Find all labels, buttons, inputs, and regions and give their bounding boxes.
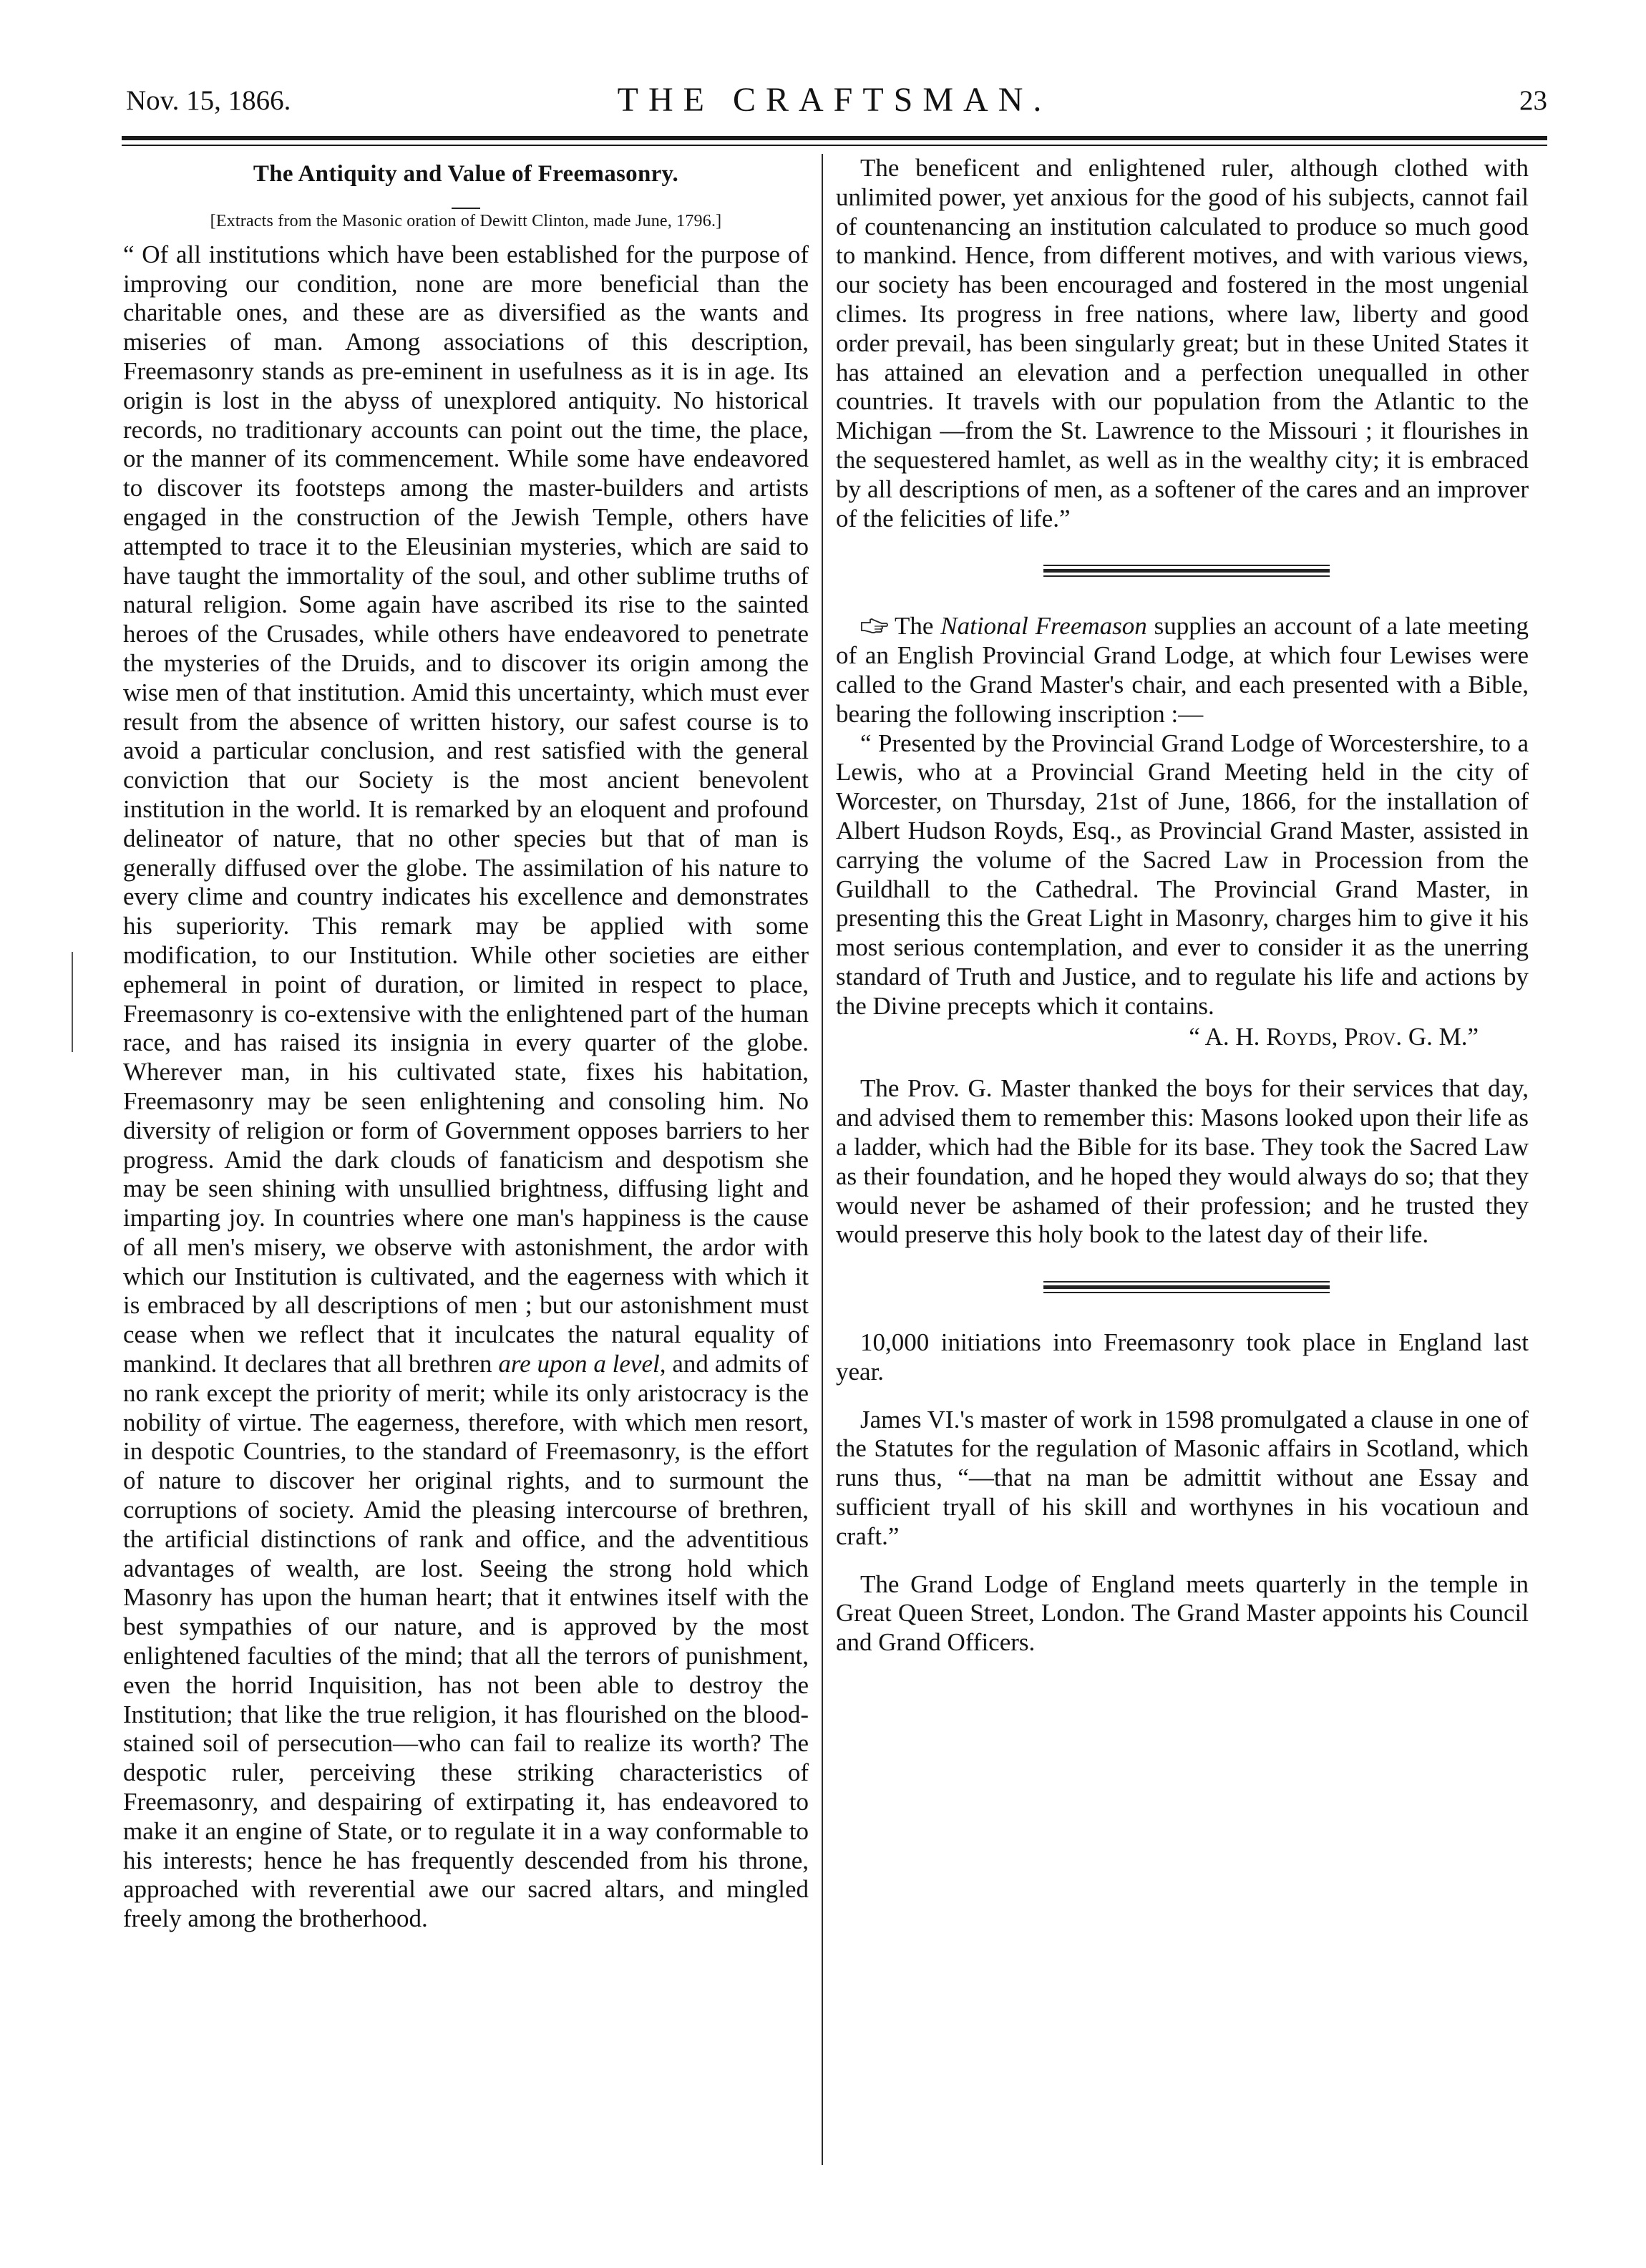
article-text: and admits of no rank except the priority of merit; while its only aristocracy is the nobility of virtue. The eagerness, therefore, with which men resort, in despotic Countries, to the standard of Freemasonry, is the effort of nature to discover her original rights, and to surmount the corruptions of society. Amid the pleasing intercourse of brethren, the artificial distinctions of rank and office, and the adventitious advantages of wealth, are lost. Seeing the strong hold which Masonry has upon the human heart; that it entwines itself with the best sympathies of our nature, and is approved by the most enlightened faculties of the mind; that all the terrors of punishment, even the horrid Inquisition, has not been able to destroy the Institution; that like the true religion, it has flourished on the blood-stained soil of persecution—who can fail to realize its worth? The despotic ruler, perceiving these striking characteristics of Freemasonry, and despairing of extirpating it, has endeavored to make it an engine of State, or to regulate it in a way conformable to his interests; hence he has frequently descended from his throne, approached with reverential awe our sacred altars, and mingled freely among the brotherhood. xyxy=(123,1350,809,1933)
margin-mark xyxy=(70,952,74,1052)
page-header xyxy=(122,77,1547,127)
publication-name: National Freemason xyxy=(940,612,1147,641)
section-separator xyxy=(836,533,1529,612)
article-paragraph: The beneficent and enlightened ruler, although clothed with unlimited power, yet anxious for the good of his subjects, cannot fail of countenancing an institution calculated to produce so much good to mankind. Hence, from different motives, and with various views, our society has been encouraged and fostered in the most ungenial climes. Its progress in free nations, where law, liberty and good order prevail, has been singularly great; but in these United States it has attained an elevation and a perfection unequalled in other countries. It travels with our population from the Atlantic to the Michigan —from the St. Lawrence to the Missouri ; it flourishes in the sequestered hamlet, as well as in the wealthy city; it is embraced by all descriptions of men, as a softener of the cares and an improver of the felicities of life.” xyxy=(836,154,1529,532)
note-grand-lodge: The Grand Lodge of England meets quarterly in the temple in Great Queen Street, London. The Grand Master appoints his Council and Grand Officers. xyxy=(836,1569,1529,1657)
section-separator xyxy=(836,1250,1529,1328)
publication-title: THE CRAFTSMAN. xyxy=(617,81,1052,119)
extract-note: [Extracts from the Masonic oration of Dewitt Clinton, made June, 1796.] xyxy=(210,211,722,230)
article-title: The Antiquity and Value of Freemasonry. xyxy=(253,161,679,187)
intro-prefix: The xyxy=(895,612,934,641)
italic-phrase: are upon a level, xyxy=(498,1350,666,1378)
intro-text: supplies an account of a late meeting of an English Provincial Grand Lodge, at which four Lewises were called to the Grand Master's chair, and each presented with a Bible, bearing the following inscription :— xyxy=(836,612,1529,728)
issue-date: Nov. 15, 1866. xyxy=(126,85,291,116)
header-rule-thick xyxy=(122,136,1547,140)
right-column xyxy=(836,154,1529,1658)
news-intro xyxy=(836,612,1529,729)
article-text: “ Of all institutions which have been established for the purpose of improving our condition, none are more beneficial than the charitable ones, and these are as diversified as the wants and miseries of man. Among associations of this description, Freemasonry stands as pre-eminent in usefulness as it is in age. Its origin is lost in the abyss of unexplored antiquity. No historical records, no traditionary accounts can point out the time, the place, or the manner of its commencement. While some have endeavored to discover its footsteps among the master-builders and artists engaged in the construction of the Jewish Temple, others have attempted to trace it to the Eleusinian mysteries, which are said to have taught the immortality of the soul, and other sublime truths of natural religion. Some again have ascribed its rise to the sainted heroes of the Crusades, while others have endeavored to penetrate the mysteries of the Druids, and to discover its origin among the wise men of that institution. Amid this uncertainty, which must ever result from the absence of written history, our safest course is to avoid a particular conclusion, and rest satisfied with the general conviction that our Society is the most ancient benevolent institution in the world. It is remarked by an eloquent and profound delineator of nature, that no other species but that of man is generally diffused over the globe. The assimilation of his nature to every clime and country indicates his excellence and demonstrates his superiority. This remark may be applied with some modification, to our Institution. While other societies are either ephemeral in point of duration, or limited in respect to place, Freemasonry is co-extensive with the enlightened part of the human race, and has raised its insignia in every quarter of the globe. Wherever man, in his cultivated state, fixes his habitation, Freemasonry may be seen enlightening and consoling him. No diversity of religion or form of Government opposes barriers to her progress. Amid the dark clouds of fanaticism and despotism she may be seen shining with unsullied brightness, diffusing light and imparting joy. In countries where one man's happiness is the cause of all men's misery, we observe with astonishment, the ardor with which our Institution is cultivated, and the eagerness with which it is embraced by all descriptions of men ; but our astonishment must cease when we reflect that it inculcates the natural equality of mankind. It declares that all brethren xyxy=(123,240,809,1378)
page-number: 23 xyxy=(1519,85,1547,116)
closing-paragraph: The Prov. G. Master thanked the boys for their services that day, and advised them to remember this: Masons looked upon their life as a ladder, which had the Bible for its base. They took the Sacred Law as their foundation, and he hoped they would always do so; that they would never be ashamed of their profession; and he trusted they would preserve this holy book to the latest day of their life. xyxy=(836,1074,1529,1249)
pointing-hand-icon xyxy=(860,617,889,636)
note-james-vi: James VI.'s master of work in 1598 promulgated a clause in one of the Statutes for the regulation of Masonic affairs in Scotland, which runs thus, “—that na man be admittit without ane Essay and sufficient tryall of his skill and worthynes in his vocatioun and craft.” xyxy=(836,1405,1529,1550)
article-paragraph xyxy=(123,240,809,1934)
bible-inscription: “ Presented by the Provincial Grand Lodge of Worcestershire, to a Lewis, who at a Provincial Grand Meeting held in the city of Worcester, on Thursday, 21st of June, 1866, for the installation of Albert Hudson Royds, Esq., as Provincial Grand Master, assisted in carrying the volume of the Sacred Law in Procession from the Guildhall to the Cathedral. The Provincial Grand Master, in presenting this the Great Light in Masonry, charges him to give it his most serious contemplation, and ever to consider it as the unerring standard of Truth and Justice, and to regulate his life and actions by the Divine precepts which it contains. xyxy=(836,729,1529,1020)
column-divider xyxy=(822,154,823,2165)
left-column xyxy=(123,154,809,1934)
title-dash xyxy=(123,192,809,206)
inscription-signature: “ A. H. Royds, Prov. G. M.” xyxy=(1189,1022,1479,1051)
note-initiations: 10,000 initiations into Freemasonry took place in England last year. xyxy=(836,1328,1529,1386)
header-rule-thin xyxy=(122,145,1547,146)
